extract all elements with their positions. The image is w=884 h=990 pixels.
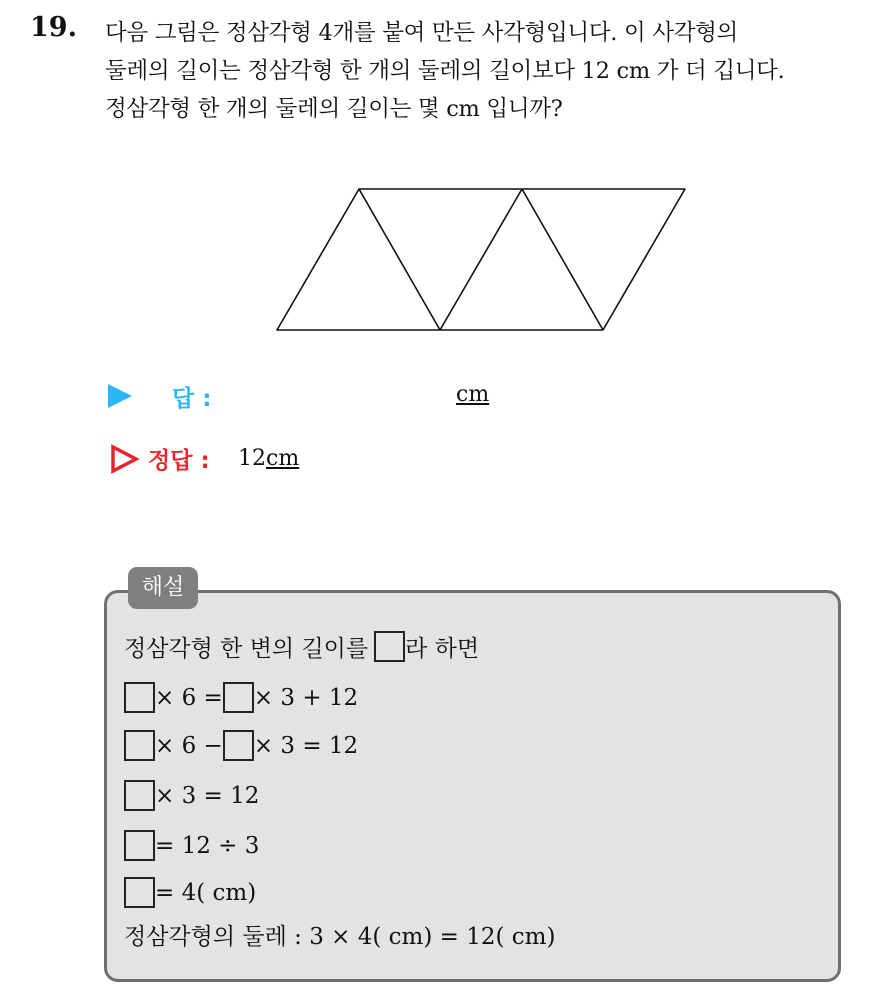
triangle-figure [270,182,694,342]
equation-text: = 4( cm) [155,879,257,906]
equation-text: × 3 = 12 [155,782,260,809]
solid-right-triangle-icon [108,384,132,408]
blank-box [223,730,254,761]
answer-label: 답 : [172,386,212,412]
equation-text: × 3 = 12 [253,732,359,759]
equation-text: × 6 − [155,732,223,759]
solution-intro-after: 라 하면 [405,636,480,662]
question-line: 정삼각형 한 개의 둘레의 길이는 몇 cm 입니까? [105,96,563,122]
question-number: 19. [30,12,77,43]
blank-box [124,877,155,908]
blank-box [124,830,155,861]
correct-answer-number: 12 [238,446,266,471]
correct-answer-unit: cm [266,446,300,471]
blank-box [374,631,405,662]
solution-equation-4 [124,830,259,861]
solution-equation-5 [124,877,256,908]
correct-answer-value [238,446,299,471]
blank-box [124,730,155,761]
triangle-edge [359,189,440,330]
triangle-edge [440,189,522,330]
blank-box [124,780,155,811]
solution-intro-before: 정삼각형 한 변의 길이를 [124,636,369,662]
blank-box [223,682,254,713]
question-line: 둘레의 길이는 정삼각형 한 개의 둘레의 길이보다 12 cm 가 더 깁니다. [105,58,785,84]
equation-text: = 12 ÷ 3 [155,832,260,859]
solution-final-text: 정삼각형의 둘레 : 3 × 4( cm) = 12( cm) [124,924,556,950]
solution-intro [124,630,479,663]
solution-tag: 해설 [128,567,198,609]
answer-row [108,380,608,414]
equation-text: × 3 + 12 [253,684,359,711]
outline-right-triangle-icon [110,444,140,474]
question-text [105,14,875,128]
correct-answer-row [110,442,510,478]
correct-answer-label: 정답 : [148,448,210,474]
solution-equation-2 [124,730,358,761]
solution-final [124,918,555,951]
solution-equation-3 [124,780,259,811]
blank-box [124,682,155,713]
equation-text: × 6 = [155,684,223,711]
triangle-edge [522,189,603,330]
question-line: 다음 그림은 정삼각형 4개를 붙여 만든 사각형입니다. 이 사각형의 [105,20,738,46]
answer-unit[interactable]: cm [456,382,490,407]
solution-equation-1 [124,682,358,713]
